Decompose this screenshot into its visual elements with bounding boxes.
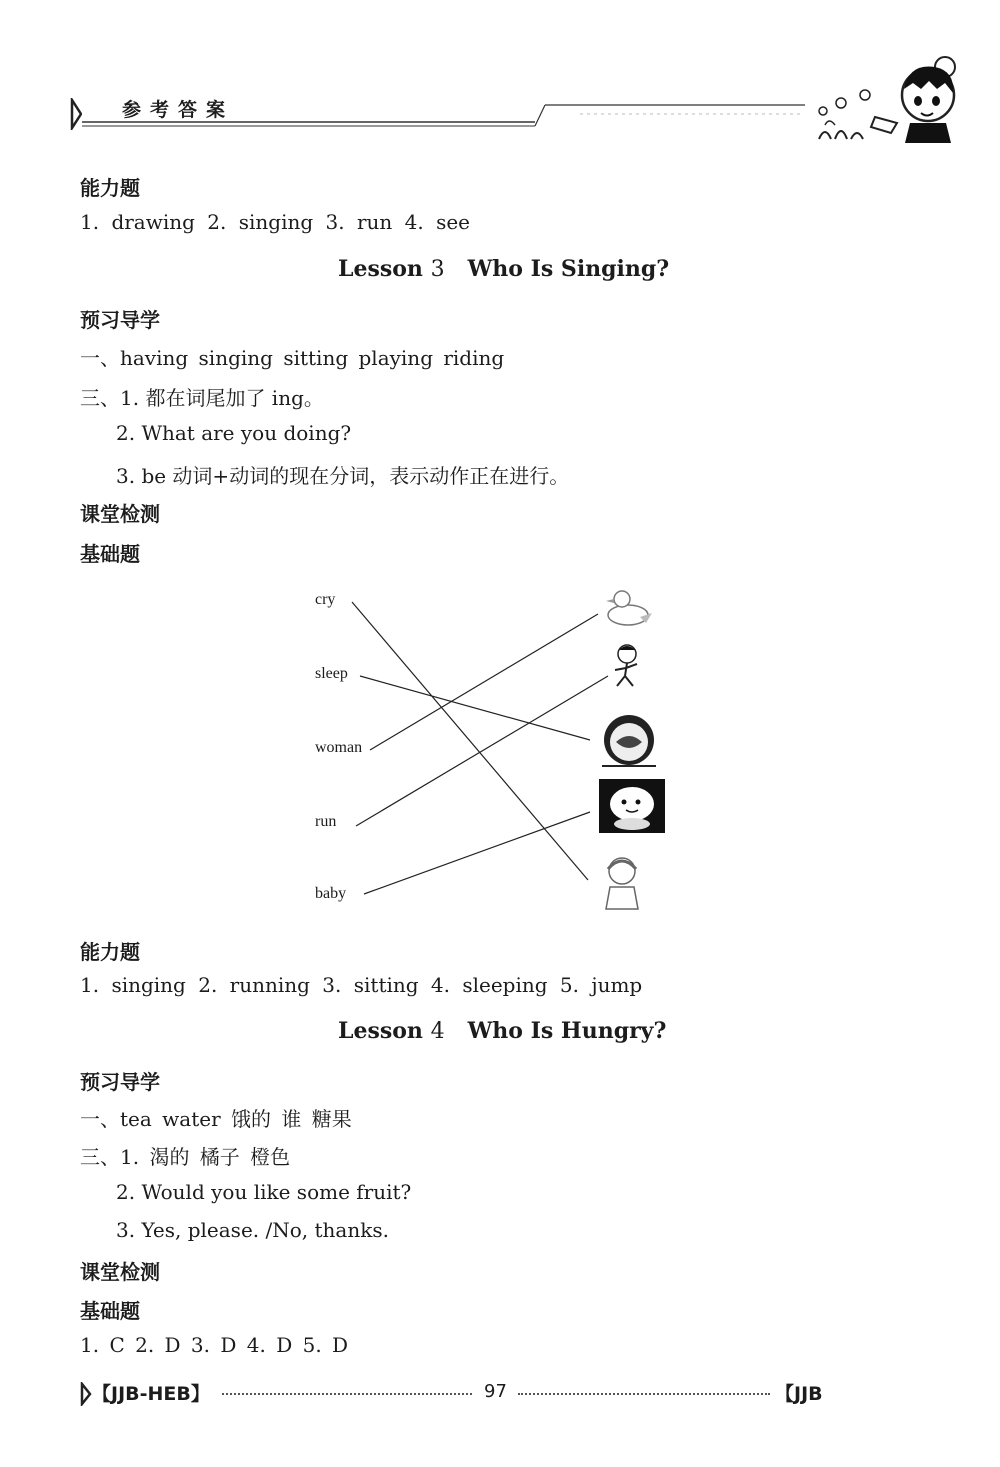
lesson4-preview-line-1: 一、tea water 饿的 谁 糖果 <box>80 1107 352 1131</box>
ability-heading: 能力题 <box>80 176 140 200</box>
running-boy-picture <box>605 642 645 690</box>
lesson3-name: Who Is Singing? <box>467 256 670 282</box>
match-word-cry: cry <box>315 591 336 608</box>
lesson4-preview-line-3: 2. Would you like some fruit? <box>116 1180 412 1204</box>
match-line-woman <box>370 614 598 750</box>
lesson4-preview-heading: 预习导学 <box>80 1070 160 1094</box>
sleeping-cat-picture <box>598 712 660 768</box>
match-line-sleep <box>360 676 590 740</box>
footer-right-tag: 【JJB <box>775 1383 823 1405</box>
lesson4-preview-line-4: 3. Yes, please. /No, thanks. <box>116 1218 389 1242</box>
footer-dots-left <box>222 1393 472 1395</box>
baby-picture <box>598 778 666 834</box>
girl-cartoon-icon <box>805 45 980 145</box>
match-word-run: run <box>315 813 337 830</box>
match-word-baby: baby <box>315 885 347 902</box>
lesson4-title <box>338 1018 666 1044</box>
match-line-baby <box>364 812 590 894</box>
duck-picture <box>600 585 656 629</box>
match-line-cry <box>352 602 588 880</box>
lesson3-title <box>338 256 669 282</box>
lesson4-basic-heading: 基础题 <box>80 1299 140 1323</box>
lesson3-preview-line-4: 3. be 动词+动词的现在分词，表示动作正在进行。 <box>116 464 570 488</box>
lesson4-basic-answers: 1. C 2. D 3. D 4. D 5. D <box>80 1333 349 1357</box>
match-line-run <box>356 676 608 826</box>
matching-lines <box>340 590 620 900</box>
lesson3-class-check-heading: 课堂检测 <box>80 502 160 526</box>
lesson4-prefix: Lesson <box>338 1018 423 1044</box>
lesson3-number: 3 <box>430 257 445 282</box>
lesson3-prefix: Lesson <box>338 256 423 282</box>
lesson3-preview-line-2: 三、1. 都在词尾加了 ing。 <box>80 386 324 410</box>
page-number: 97 <box>484 1381 507 1402</box>
lesson3-preview-line-1: 一、having singing sitting playing riding <box>80 346 505 370</box>
lesson3-preview-heading: 预习导学 <box>80 308 160 332</box>
lesson3-ability-heading: 能力题 <box>80 940 140 964</box>
footer-dots-right <box>518 1393 770 1395</box>
header-title: 参考答案 <box>122 99 235 121</box>
woman-picture <box>598 853 646 913</box>
lesson3-preview-line-3: 2. What are you doing? <box>116 421 352 445</box>
footer-left-tag: 【JJB-HEB】 <box>92 1383 210 1405</box>
lesson4-preview-line-2: 三、1. 渴的 橘子 橙色 <box>80 1145 291 1169</box>
lesson3-basic-heading: 基础题 <box>80 542 140 566</box>
footer-play-marker <box>80 1382 92 1406</box>
lesson4-class-check-heading: 课堂检测 <box>80 1260 160 1284</box>
header-rule <box>80 100 820 130</box>
lesson3-ability-answers: 1. singing 2. running 3. sitting 4. sleeping 5. jump <box>80 973 643 997</box>
lesson4-number: 4 <box>430 1019 445 1044</box>
ability-answers: 1. drawing 2. singing 3. run 4. see <box>80 210 470 234</box>
lesson4-name: Who Is Hungry? <box>467 1018 667 1044</box>
match-word-sleep: sleep <box>315 665 348 682</box>
match-word-woman: woman <box>315 739 363 756</box>
